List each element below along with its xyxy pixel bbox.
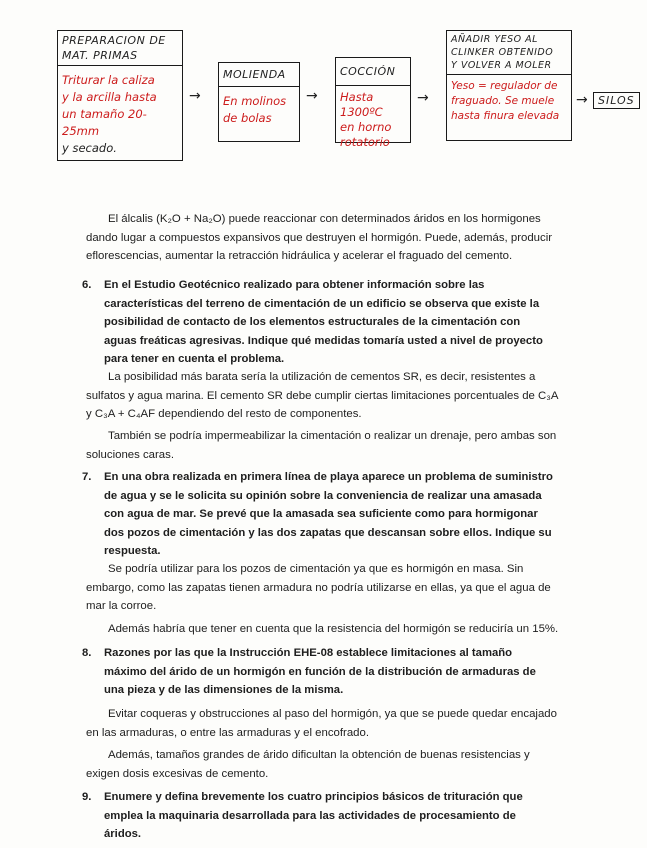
box-raw-materials-title: PREPARACION DE MAT. PRIMAS [58,31,182,66]
question-9 [82,788,554,844]
arrow-1: → [189,88,201,104]
diagram-box-milling [218,62,300,142]
arrow-2: → [306,88,318,104]
question-7-text: En una obra realizada en primera línea de playa aparece un problema de suministro de agua y se le solicita su opinión sobre la conveniencia de realizar una amasada con agua de mar. Se prevé que la amasada sea suficiente como para hormigonar dos pozos de cimentación y las dos zapatas que descansan sobre ellos. Indique su respuesta. [104,471,553,557]
question-9-text: Enumere y defina brevemente los cuatro principios básicos de trituración que emplea la maquinaria desarrollada para las actividades de procesamiento de áridos. [104,791,523,840]
question-6-number: 6. [82,279,92,291]
diagram-box-gypsum [446,30,572,141]
question-7-number: 7. [82,471,92,483]
question-6-text: En el Estudio Geotécnico realizado para obtener información sobre las características del terreno de cimentación de un edificio se observa que existe la posibilidad de contacto de los elementos estructurales de la cimentación con aguas freáticas agresivas. Indique qué medidas tomaría usted a nivel de proyecto para tener en cuenta el problema. [104,279,543,365]
question-9-number: 9. [82,791,92,803]
diagram-box-raw-materials [57,30,183,161]
answer-6-part-1: La posibilidad más barata sería la utilización de cementos SR, es decir, resistentes a sulfatos y agua marina. El cemento SR debe cumplir ciertas limitaciones porcentuales de C₃A y C₃A + C₄AF dependiendo del resto de componentes. [86,371,558,420]
question-8 [82,644,554,700]
question-7 [82,468,554,561]
box-milling-title: MOLIENDA [219,63,299,87]
question-8-number: 8. [82,647,92,659]
diagram-silos: SILOS [593,92,640,109]
box-gypsum-title: AÑADIR YESO AL CLINKER OBTENIDO Y VOLVER A MOLER [447,31,571,75]
question-8-text: Razones por las que la Instrucción EHE-08 establece limitaciones al tamaño máximo del árido de un hormigón en función de la distribución de armaduras de una pieza y de las dimensiones de la misma. [104,647,536,696]
answer-8-part-2: Además, tamaños grandes de árido dificultan la obtención de buenas resistencias y exigen dosis excesivas de cemento. [86,749,530,780]
box-raw-materials-text: Triturar la caliza y la arcilla hasta un tamaño 20-25mm y secado. [62,73,157,155]
question-6 [82,276,554,369]
arrow-4: → [576,92,588,108]
answer-7-part-1: Se podría utilizar para los pozos de cimentación ya que es hormigón en masa. Sin embargo, como las zapatas tienen armadura no podría utilizarse en ellas, ya que el agua de mar la corroe. [86,563,551,612]
box-gypsum-text: Yeso = regulador de fraguado. Se muele hasta finura elevada [451,80,560,122]
answer-6-part-2: También se podría impermeabilizar la cimentación o realizar un drenaje, pero ambas son soluciones caras. [86,430,557,461]
box-milling-text: En molinos de bolas [223,94,287,125]
answer-8-part-1: Evitar coqueras y obstrucciones al paso del hormigón, ya que se puede quedar encajado en las armaduras, o entre las armaduras y el encofrado. [86,708,557,739]
diagram-box-firing [335,57,411,149]
paragraph-alcalis: El álcalis (K₂O + Na₂O) puede reaccionar con determinados áridos en los hormigones dando lugar a compuestos expansivos que destruyen el hormigón. Puede, además, producir eflorescencias, aumentar la retracción hidráulica y acelerar el fraguado del cemento. [86,213,553,262]
box-firing-text: Hasta 1300ºC en horno rotatorio [340,90,392,149]
box-firing-title: COCCIÓN [336,58,410,86]
arrow-3: → [417,90,429,106]
answer-7-part-2: Además habría que tener en cuenta que la resistencia del hormigón se reduciría un 15%. [108,623,559,635]
